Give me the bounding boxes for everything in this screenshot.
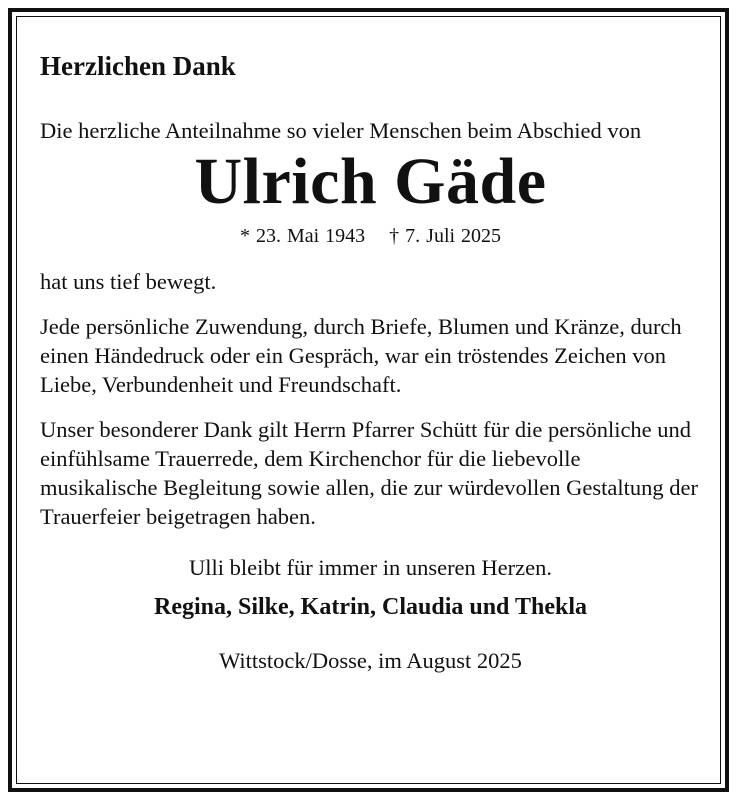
notice-heading: Herzlichen Dank — [40, 51, 236, 81]
signers: Regina, Silke, Katrin, Claudia und Thekla — [153, 594, 587, 620]
intro-text: Die herzliche Anteilnahme so vieler Menschen beim Abschied von — [40, 118, 642, 143]
place-date: Wittstock/Dosse, im August 2025 — [219, 648, 522, 673]
life-dates — [40, 223, 701, 249]
moved-text: hat uns tief bewegt. — [40, 269, 217, 294]
paragraph-thanks: Unser besonderer Dank gilt Herrn Pfarrer Schütt für die persönliche und einfühlsame Trauerrede, dem Kirchenchor für die liebevolle musikalische Begleitung sowie allen, die zur würdevollen Gestaltung der Trauerfeier beigetragen haben. — [40, 417, 698, 529]
deceased-name: Ulrich Gäde — [194, 145, 547, 218]
birth-date: * 23. Mai 1943 — [239, 225, 366, 247]
death-date: † 7. Juli 2025 — [389, 225, 502, 247]
closing-line: Ulli bleibt für immer in unseren Herzen. — [188, 555, 552, 580]
paragraph-condolences: Jede persönliche Zuwendung, durch Briefe, Blumen und Kränze, durch einen Händedruck oder ein Gespräch, war ein tröstendes Zeichen von Liebe, Verbundenheit und Freundschaft. — [40, 314, 682, 397]
notice-content — [40, 50, 701, 675]
